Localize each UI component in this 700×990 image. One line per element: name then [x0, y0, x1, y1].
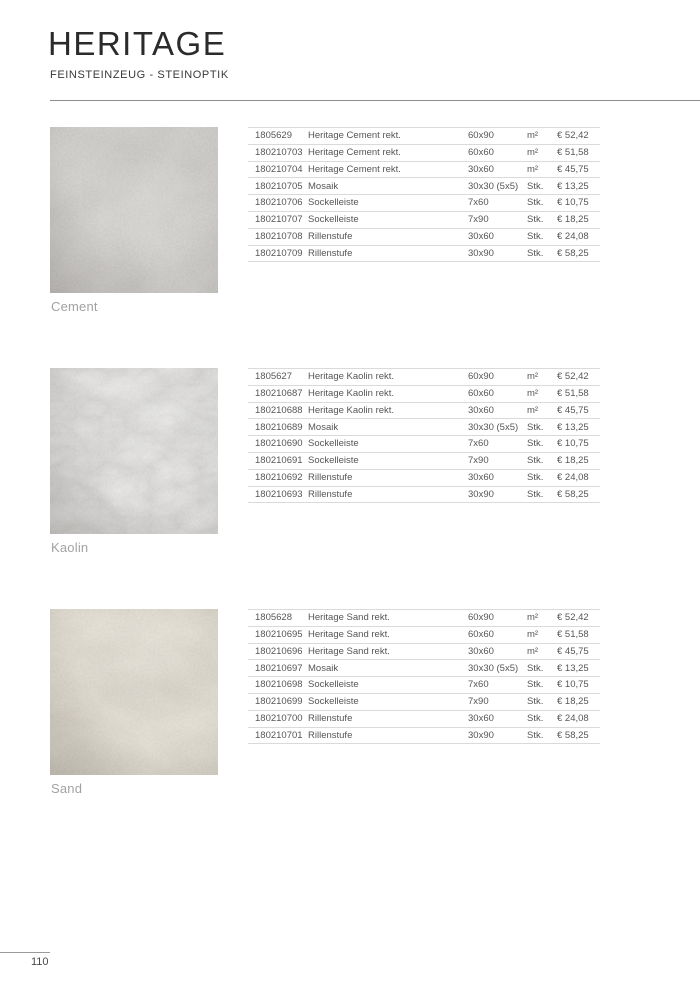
- price-cell: € 18,25: [557, 696, 589, 708]
- table-row: [248, 452, 600, 469]
- page-subtitle: FEINSTEINZEUG - STEINOPTIK: [50, 69, 229, 81]
- table-row: [248, 486, 600, 503]
- description-cell: Mosaik: [308, 180, 339, 192]
- table-row: [248, 676, 600, 693]
- table-row: [248, 609, 600, 626]
- table-row: [248, 211, 600, 228]
- product-section-kaolin: [0, 368, 700, 568]
- size-cell: 7x60: [468, 679, 489, 691]
- size-cell: 30x60: [468, 163, 494, 175]
- sku-cell: 180210709: [255, 247, 303, 259]
- description-cell: Heritage Sand rekt.: [308, 628, 390, 640]
- description-cell: Mosaik: [308, 421, 339, 433]
- sku-cell: 180210701: [255, 729, 303, 741]
- sku-cell: 180210696: [255, 645, 303, 657]
- sku-cell: 1805628: [255, 612, 292, 624]
- size-cell: 60x90: [468, 612, 494, 624]
- table-row: [248, 710, 600, 727]
- size-cell: 60x60: [468, 628, 494, 640]
- tile-texture-kaolin-image: [50, 368, 218, 534]
- description-cell: Heritage Sand rekt.: [308, 612, 390, 624]
- unit-cell: m²: [527, 612, 539, 624]
- table-row: [248, 659, 600, 676]
- table-row: [248, 626, 600, 643]
- sku-cell: 180210691: [255, 455, 303, 467]
- description-cell: Sockelleiste: [308, 197, 359, 209]
- description-cell: Heritage Cement rekt.: [308, 130, 401, 142]
- table-row: [248, 693, 600, 710]
- table-row: [248, 418, 600, 435]
- product-section-sand: [0, 609, 700, 809]
- sku-cell: 180210695: [255, 628, 303, 640]
- size-cell: 7x60: [468, 438, 489, 450]
- price-cell: € 10,75: [557, 197, 589, 209]
- size-cell: 30x60: [468, 645, 494, 657]
- description-cell: Heritage Kaolin rekt.: [308, 371, 395, 383]
- size-cell: 30x60: [468, 471, 494, 483]
- size-cell: 30x90: [468, 247, 494, 259]
- price-cell: € 52,42: [557, 130, 589, 142]
- description-cell: Heritage Cement rekt.: [308, 146, 401, 158]
- unit-cell: Stk.: [527, 679, 544, 691]
- description-cell: Rillenstufe: [308, 488, 353, 500]
- price-cell: € 13,25: [557, 421, 589, 433]
- table-row: [248, 385, 600, 402]
- sku-cell: 180210707: [255, 214, 303, 226]
- tile-texture-cement-image: [50, 127, 218, 293]
- unit-cell: m²: [527, 146, 539, 158]
- unit-cell: Stk.: [527, 662, 544, 674]
- header-divider: [50, 100, 700, 101]
- price-cell: € 45,75: [557, 645, 589, 657]
- sku-cell: 180210693: [255, 488, 303, 500]
- tile-label-kaolin: Kaolin: [51, 540, 89, 555]
- table-row: [248, 727, 600, 744]
- unit-cell: Stk.: [527, 180, 544, 192]
- size-cell: 7x90: [468, 455, 489, 467]
- price-cell: € 45,75: [557, 163, 589, 175]
- table-row: [248, 245, 600, 262]
- price-cell: € 58,25: [557, 247, 589, 259]
- size-cell: 30x90: [468, 488, 494, 500]
- price-table-kaolin: [248, 368, 600, 503]
- size-cell: 7x90: [468, 696, 489, 708]
- description-cell: Sockelleiste: [308, 438, 359, 450]
- sku-cell: 180210692: [255, 471, 303, 483]
- sku-cell: 180210697: [255, 662, 303, 674]
- description-cell: Rillenstufe: [308, 471, 353, 483]
- price-cell: € 45,75: [557, 404, 589, 416]
- price-cell: € 13,25: [557, 662, 589, 674]
- tile-label-sand: Sand: [51, 781, 83, 796]
- sku-cell: 1805629: [255, 130, 292, 142]
- sku-cell: 180210689: [255, 421, 303, 433]
- unit-cell: Stk.: [527, 488, 544, 500]
- unit-cell: Stk.: [527, 197, 544, 209]
- table-row: [248, 228, 600, 245]
- description-cell: Rillenstufe: [308, 247, 353, 259]
- table-row: [248, 161, 600, 178]
- sku-cell: 180210706: [255, 197, 303, 209]
- sku-cell: 180210704: [255, 163, 303, 175]
- page-number: 110: [31, 956, 49, 968]
- size-cell: 30x60: [468, 712, 494, 724]
- sku-cell: 1805627: [255, 371, 292, 383]
- description-cell: Mosaik: [308, 662, 339, 674]
- description-cell: Rillenstufe: [308, 712, 353, 724]
- tile-photo-sand: [50, 609, 218, 775]
- table-row: [248, 368, 600, 385]
- tile-photo-cement: [50, 127, 218, 293]
- description-cell: Rillenstufe: [308, 729, 353, 741]
- tile-photo-kaolin: [50, 368, 218, 534]
- description-cell: Heritage Kaolin rekt.: [308, 404, 395, 416]
- price-cell: € 10,75: [557, 679, 589, 691]
- price-cell: € 13,25: [557, 180, 589, 192]
- sku-cell: 180210698: [255, 679, 303, 691]
- description-cell: Sockelleiste: [308, 679, 359, 691]
- unit-cell: Stk.: [527, 230, 544, 242]
- unit-cell: m²: [527, 628, 539, 640]
- price-cell: € 51,58: [557, 146, 589, 158]
- size-cell: 30x30 (5x5): [468, 662, 519, 674]
- footer-divider: [0, 952, 50, 953]
- table-row: [248, 402, 600, 419]
- table-row: [248, 435, 600, 452]
- size-cell: 60x90: [468, 371, 494, 383]
- size-cell: 30x30 (5x5): [468, 421, 519, 433]
- unit-cell: Stk.: [527, 471, 544, 483]
- price-cell: € 52,42: [557, 612, 589, 624]
- table-row: [248, 144, 600, 161]
- size-cell: 30x30 (5x5): [468, 180, 519, 192]
- table-row: [248, 127, 600, 144]
- unit-cell: m²: [527, 645, 539, 657]
- sku-cell: 180210690: [255, 438, 303, 450]
- price-cell: € 18,25: [557, 455, 589, 467]
- size-cell: 60x60: [468, 146, 494, 158]
- unit-cell: m²: [527, 387, 539, 399]
- page-title: HERITAGE: [48, 25, 227, 62]
- description-cell: Rillenstufe: [308, 230, 353, 242]
- unit-cell: Stk.: [527, 455, 544, 467]
- table-row: [248, 177, 600, 194]
- price-cell: € 24,08: [557, 471, 589, 483]
- unit-cell: m²: [527, 371, 539, 383]
- sku-cell: 180210703: [255, 146, 303, 158]
- price-cell: € 51,58: [557, 387, 589, 399]
- unit-cell: m²: [527, 130, 539, 142]
- size-cell: 7x90: [468, 214, 489, 226]
- unit-cell: m²: [527, 163, 539, 175]
- unit-cell: Stk.: [527, 421, 544, 433]
- price-cell: € 24,08: [557, 230, 589, 242]
- table-row: [248, 194, 600, 211]
- sku-cell: 180210708: [255, 230, 303, 242]
- sku-cell: 180210700: [255, 712, 303, 724]
- price-cell: € 52,42: [557, 371, 589, 383]
- size-cell: 30x60: [468, 230, 494, 242]
- tile-label-cement: Cement: [51, 299, 98, 314]
- description-cell: Sockelleiste: [308, 696, 359, 708]
- unit-cell: Stk.: [527, 696, 544, 708]
- price-table-cement: [248, 127, 600, 262]
- unit-cell: Stk.: [527, 214, 544, 226]
- size-cell: 60x90: [468, 130, 494, 142]
- price-cell: € 51,58: [557, 628, 589, 640]
- unit-cell: m²: [527, 404, 539, 416]
- unit-cell: Stk.: [527, 247, 544, 259]
- sku-cell: 180210688: [255, 404, 303, 416]
- unit-cell: Stk.: [527, 712, 544, 724]
- unit-cell: Stk.: [527, 438, 544, 450]
- price-cell: € 18,25: [557, 214, 589, 226]
- description-cell: Sockelleiste: [308, 214, 359, 226]
- sku-cell: 180210687: [255, 387, 303, 399]
- price-table-sand: [248, 609, 600, 744]
- description-cell: Sockelleiste: [308, 455, 359, 467]
- size-cell: 30x60: [468, 404, 494, 416]
- sku-cell: 180210705: [255, 180, 303, 192]
- description-cell: Heritage Cement rekt.: [308, 163, 401, 175]
- price-cell: € 10,75: [557, 438, 589, 450]
- price-cell: € 24,08: [557, 712, 589, 724]
- unit-cell: Stk.: [527, 729, 544, 741]
- product-section-cement: [0, 127, 700, 327]
- price-cell: € 58,25: [557, 729, 589, 741]
- table-row: [248, 469, 600, 486]
- size-cell: 7x60: [468, 197, 489, 209]
- price-cell: € 58,25: [557, 488, 589, 500]
- sku-cell: 180210699: [255, 696, 303, 708]
- description-cell: Heritage Kaolin rekt.: [308, 387, 395, 399]
- table-row: [248, 643, 600, 660]
- description-cell: Heritage Sand rekt.: [308, 645, 390, 657]
- size-cell: 60x60: [468, 387, 494, 399]
- tile-texture-sand-image: [50, 609, 218, 775]
- size-cell: 30x90: [468, 729, 494, 741]
